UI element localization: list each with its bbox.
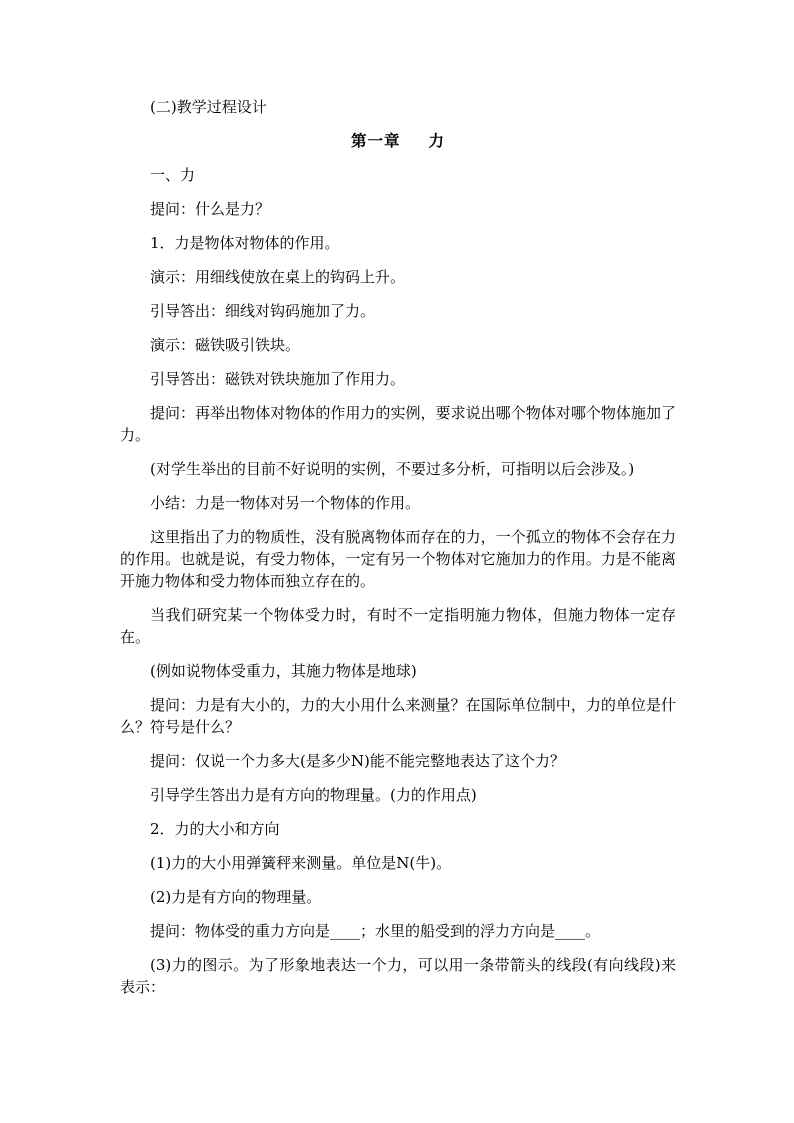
paragraph: 小结：力是一物体对另一个物体的作用。 xyxy=(150,494,421,512)
paragraph: 引导答出：细线对钩码施加了力。 xyxy=(150,302,376,320)
paragraph: (对学生举出的目前不好说明的实例，不要过多分析，可指明以后会涉及。) xyxy=(150,460,635,478)
chapter-heading xyxy=(120,130,676,152)
chapter-number: 第一章 xyxy=(350,131,401,150)
paragraph: 这里指出了力的物质性，没有脱离物体而存在的力，一个孤立的物体不会存在力的作用。也就是说，有受力物体，一定有另一个物体对它施加力的作用。力是不能离开施力物体和受力物体而独立存在的。 xyxy=(120,528,676,590)
chapter-title: 力 xyxy=(428,131,446,150)
paragraph: 2．力的大小和方向 xyxy=(150,820,280,838)
paragraph: (2)力是有方向的物理量。 xyxy=(150,888,322,906)
paragraph: 引导答出：磁铁对铁块施加了作用力。 xyxy=(150,370,406,388)
section-label: (二)教学过程设计 xyxy=(150,98,267,116)
paragraph: 引导学生答出力是有方向的物理量。(力的作用点) xyxy=(150,786,477,804)
paragraph: 演示：用细线使放在桌上的钩码上升。 xyxy=(150,268,406,286)
paragraph: 提问：再举出物体对物体的作用力的实例，要求说出哪个物体对哪个物体施加了力。 xyxy=(120,404,676,444)
document-body xyxy=(120,96,676,1010)
paragraph: 当我们研究某一个物体受力时，有时不一定指明施力物体，但施力物体一定存在。 xyxy=(120,606,676,646)
paragraph: (例如说物体受重力，其施力物体是地球) xyxy=(150,662,417,680)
paragraph: (1)力的大小用弹簧秤来测量。单位是N(牛)。 xyxy=(150,854,452,872)
paragraph: 提问：仅说一个力多大(是多少N)能不能完整地表达了这个力？ xyxy=(150,752,565,770)
paragraph: 一、力 xyxy=(150,166,196,184)
paragraph: 演示：磁铁吸引铁块。 xyxy=(150,336,301,354)
paragraph: 1．力是物体对物体的作用。 xyxy=(150,234,340,252)
paragraph: 提问：物体受的重力方向是____；水里的船受到的浮力方向是____。 xyxy=(150,922,601,940)
paragraph: 提问：什么是力？ xyxy=(150,200,271,218)
paragraph: (3)力的图示。为了形象地表达一个力，可以用一条带箭头的线段(有向线段)来表示： xyxy=(120,956,676,996)
paragraph: 提问：力是有大小的，力的大小用什么来测量？在国际单位制中，力的单位是什么？符号是什么？ xyxy=(120,696,676,736)
